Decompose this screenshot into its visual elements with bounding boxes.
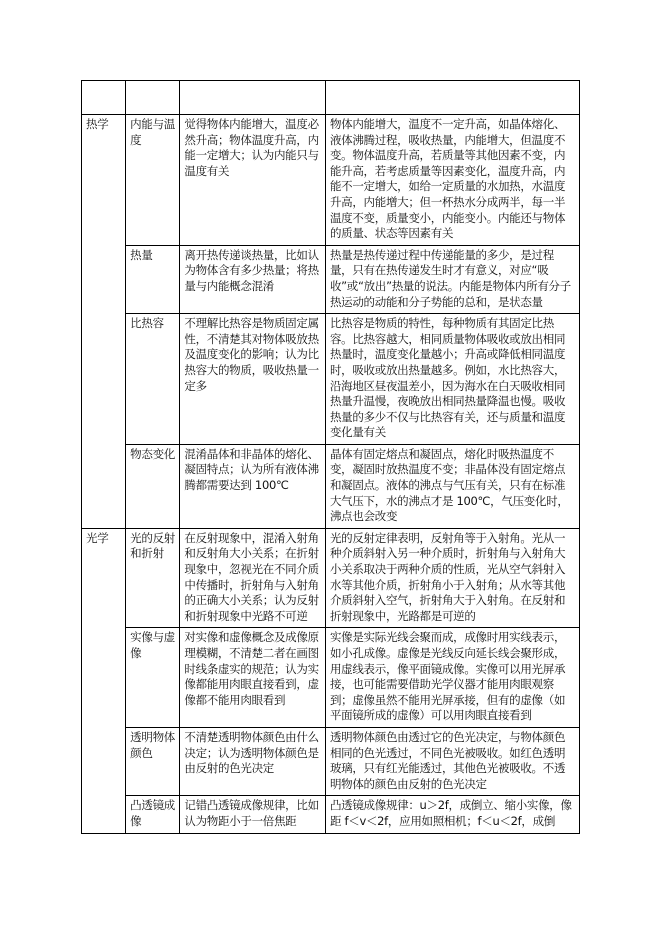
header-cell <box>82 81 126 115</box>
table-row <box>82 444 580 528</box>
misconception-cell: 离开热传递谈热量，比如认为物体含有多少热量；将热量与内能概念混淆 <box>180 245 326 313</box>
table-row <box>82 245 580 313</box>
topic-cell: 实像与虚像 <box>126 628 180 728</box>
header-cell <box>180 81 326 115</box>
category-cell: 热学 <box>82 115 126 529</box>
topic-cell: 热量 <box>126 245 180 313</box>
explanation-cell: 实像是实际光线会聚而成，成像时用实线表示，如小孔成像。虚像是光线反向延长线会聚形成，用虚线表示，像平面镜成像。实像可以用光屏承接，也可能需要借助光学仪器才能用肉眼观察到；虚像虽然不能用光屏承接，但有的虚像（如平面镜所成的虚像）可以用肉眼直接看到 <box>325 628 579 728</box>
topic-cell: 比热容 <box>126 314 180 445</box>
misconception-cell: 记错凸透镜成像规律，比如认为物距小于一倍焦距 <box>180 796 326 833</box>
explanation-cell: 热量是热传递过程中传递能量的多少，是过程量，只有在热传递发生时才有意义，对应“吸收”或“放出”热量的说法。内能是物体内所有分子热运动的动能和分子势能的总和，是状态量 <box>325 245 579 313</box>
explanation-cell: 透明物体颜色由透过它的色光决定，与物体颜色相同的色光透过，不同色光被吸收。如红色透明玻璃，只有红光能透过，其他色光被吸收。不透明物体的颜色由反射的色光决定 <box>325 727 579 795</box>
misconception-cell: 在反射现象中，混淆入射角和反射角大小关系；在折射现象中，忽视光在不同介质中传播时，折射角与入射角的正确大小关系；认为反射和折射现象中光路不可逆 <box>180 528 326 628</box>
explanation-cell: 晶体有固定熔点和凝固点，熔化时吸热温度不变，凝固时放热温度不变；非晶体没有固定熔点和凝固点。液体的沸点与气压有关，只有在标准大气压下，水的沸点才是 100℃，气压变化时，沸点也会改变 <box>325 444 579 528</box>
category-cell: 光学 <box>82 528 126 833</box>
table-row <box>82 115 580 246</box>
topic-cell: 内能与温度 <box>126 115 180 246</box>
topic-cell: 物态变化 <box>126 444 180 528</box>
explanation-cell: 凸透镜成像规律：u＞2f，成倒立、缩小实像，像距 f＜v＜2f，应用如照相机；f＜u＜2f，成倒 <box>325 796 579 833</box>
header-cell <box>126 81 180 115</box>
table-header-row <box>82 81 580 115</box>
table-row <box>82 796 580 833</box>
misconception-cell: 对实像和虚像概念及成像原理模糊，不清楚二者在画图时线条虚实的规范；认为实像都能用肉眼直接看到，虚像都不能用肉眼看到 <box>180 628 326 728</box>
topic-cell: 透明物体颜色 <box>126 727 180 795</box>
topic-cell: 凸透镜成像 <box>126 796 180 833</box>
explanation-cell: 比热容是物质的特性，每种物质有其固定比热容。比热容越大，相同质量物体吸收或放出相同热量时，温度变化量越小；升高或降低相同温度时，吸收或放出热量越多。例如，水比热容大，沿海地区昼夜温差小，因为海水在白天吸收相同热量升温慢，夜晚放出相同热量降温也慢。吸收热量的多少不仅与比热容有关，还与质量和温度变化量有关 <box>325 314 579 445</box>
misconception-table <box>81 80 580 834</box>
table-row <box>82 528 580 628</box>
misconception-cell: 混淆晶体和非晶体的熔化、凝固特点；认为所有液体沸腾都需要达到 100℃ <box>180 444 326 528</box>
explanation-cell: 物体内能增大，温度不一定升高，如晶体熔化、液体沸腾过程，吸收热量，内能增大，但温度不变。物体温度升高，若质量等其他因素不变，内能升高，若考虑质量等因素变化，温度升高，内能不一定增大，如给一定质量的水加热，水温度升高，内能增大；但一杯热水分成两半，每一半温度不变，质量变小，内能变小。内能还与物体的质量、状态等因素有关 <box>325 115 579 246</box>
explanation-cell: 光的反射定律表明，反射角等于入射角。光从一种介质斜射入另一种介质时，折射角与入射角大小关系取决于两种介质的性质，光从空气斜射入水等其他介质，折射角小于入射角；从水等其他介质斜射入空气，折射角大于入射角。在反射和折射现象中，光路都是可逆的 <box>325 528 579 628</box>
table-row <box>82 628 580 728</box>
topic-cell: 光的反射和折射 <box>126 528 180 628</box>
misconception-cell: 不清楚透明物体颜色由什么决定；认为透明物体颜色是由反射的色光决定 <box>180 727 326 795</box>
misconception-cell: 觉得物体内能增大，温度必然升高；物体温度升高，内能一定增大；认为内能只与温度有关 <box>180 115 326 246</box>
misconception-cell: 不理解比热容是物质固定属性，不清楚其对物体吸放热及温度变化的影响；认为比热容大的物质，吸收热量一定多 <box>180 314 326 445</box>
table-row <box>82 727 580 795</box>
table-row <box>82 314 580 445</box>
header-cell <box>325 81 579 115</box>
